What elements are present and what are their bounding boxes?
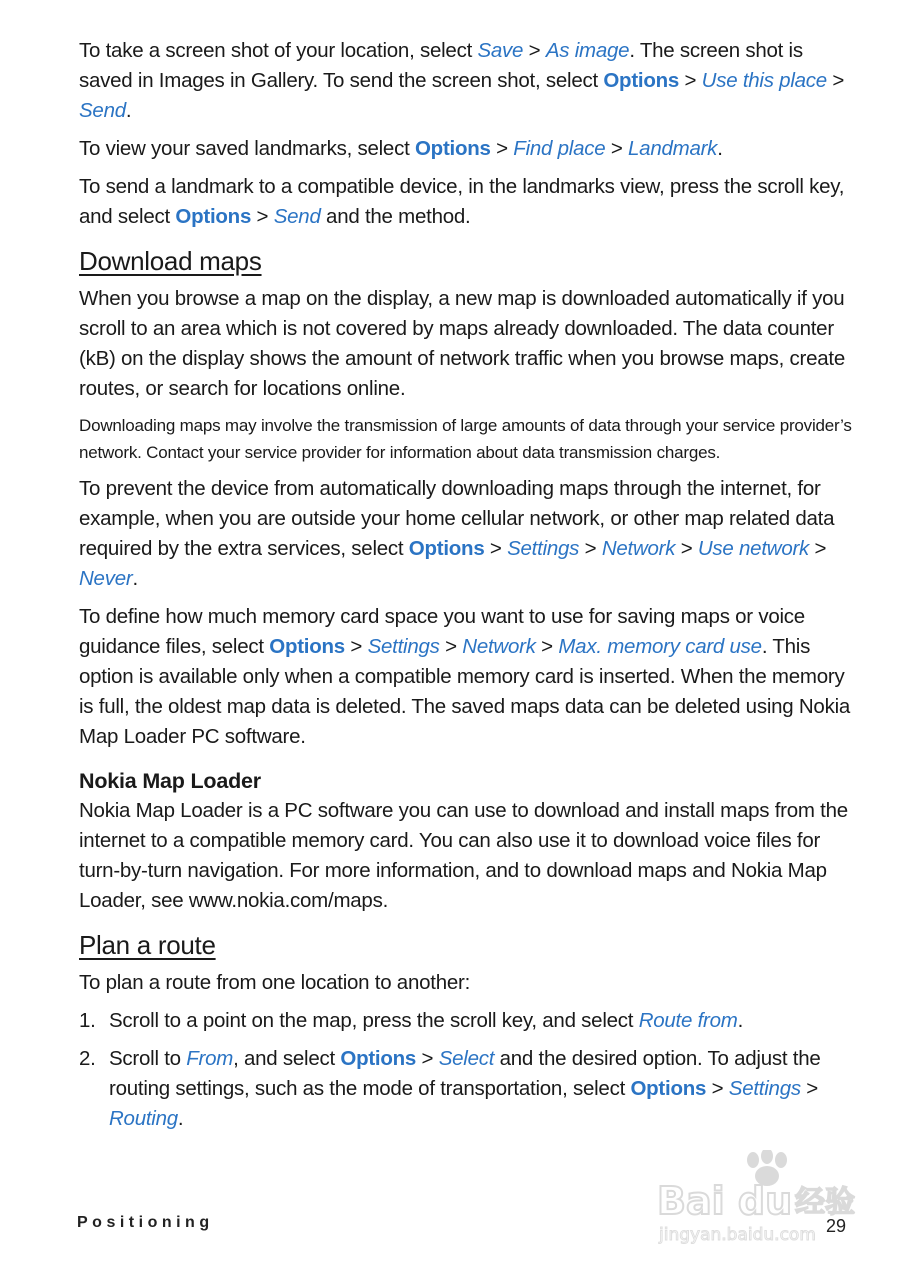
paragraph-map-loader: Nokia Map Loader is a PC software you can use to download and install maps from the internet to a compatible memory card. You can also use it to download voice files for turn-by-turn navigation. For more information, and to download maps and Nokia Map Loader, see www.nokia.com/maps. (79, 799, 848, 912)
menu-settings: Settings (507, 537, 580, 560)
watermark-url: jingyan.baidu.com (659, 1225, 816, 1245)
route-steps-list (79, 1006, 854, 1134)
heading-nokia-map-loader: Nokia Map Loader (79, 769, 261, 793)
page-content (79, 36, 854, 1134)
menu-options: Options (269, 635, 345, 658)
paragraph-plan-intro: To plan a route from one location to another: (79, 971, 471, 994)
menu-as-image: As image (545, 39, 630, 62)
menu-find-place: Find place (513, 137, 606, 160)
paragraph-memory-card: To define how much memory card space you want to use for saving maps or voice guidance files, select Options > Settings > Network > Max. memory card use. This option is available only when a compatible memory card is inserted. When the memory is full, the oldest map data is deleted. The saved maps data can be deleted using Nokia Map Loader PC software. (79, 605, 851, 748)
watermark-brand: Bai du (657, 1179, 793, 1223)
menu-use-network: Use network (697, 537, 810, 560)
menu-options: Options (408, 537, 485, 560)
menu-settings: Settings (367, 635, 440, 658)
menu-options: Options (414, 137, 491, 160)
step-number: 2. (79, 1047, 96, 1070)
menu-max-memory-card-use: Max. memory card use (558, 635, 762, 658)
footer-section-title: Positioning (77, 1214, 214, 1231)
menu-options: Options (630, 1077, 707, 1100)
menu-save: Save (477, 39, 524, 62)
step-text: Scroll to From, and select Options > Select and the desired option. To adjust the routing settings, such as the mode of transportation, select Options > Settings > Routing. (109, 1047, 821, 1130)
menu-route-from: Route from (638, 1009, 738, 1032)
watermark-cn: 经验 (795, 1185, 855, 1220)
menu-routing: Routing (109, 1107, 178, 1130)
menu-use-this-place: Use this place (701, 69, 827, 92)
menu-options: Options (603, 69, 680, 92)
paragraph-screenshot: To take a screen shot of your location, select Save > As image. The screen shot is saved in Images in Gallery. To send the screen shot, select Options > Use this place > Send. (79, 39, 845, 122)
menu-landmark: Landmark (628, 137, 718, 160)
menu-send: Send (273, 205, 321, 228)
menu-network: Network (462, 635, 536, 658)
list-item (79, 1044, 854, 1134)
menu-options: Options (340, 1047, 417, 1070)
step-number: 1. (79, 1009, 96, 1032)
menu-settings: Settings (728, 1077, 801, 1100)
menu-never: Never (79, 567, 133, 590)
paragraph-view-landmarks: To view your saved landmarks, select Options > Find place > Landmark. (79, 137, 723, 160)
heading-download-maps: Download maps (79, 246, 262, 276)
note-data-charges: Downloading maps may involve the transmission of large amounts of data through your service provider’s network. Contact your service provider for information about data transmission charges. (79, 416, 852, 462)
list-item (79, 1006, 854, 1036)
paragraph-prevent-download: To prevent the device from automatically downloading maps through the internet, for example, when you are outside your home cellular network, or other map related data required by the extra services, select Options > Settings > Network > Use network > Never. (79, 477, 835, 590)
baidu-watermark-logo (655, 1150, 870, 1250)
menu-select: Select (438, 1047, 495, 1070)
step-text: Scroll to a point on the map, press the scroll key, and select Route from. (109, 1009, 744, 1032)
heading-plan-route: Plan a route (79, 930, 216, 960)
menu-options: Options (175, 205, 252, 228)
menu-network: Network (601, 537, 676, 560)
paragraph-download-intro: When you browse a map on the display, a new map is downloaded automatically if you scroll to an area which is not covered by maps already downloaded. The data counter (kB) on the display shows the amount of network traffic when you browse maps, create routes, or search for locations online. (79, 287, 845, 400)
menu-from: From (186, 1047, 234, 1070)
paragraph-send-landmark: To send a landmark to a compatible device, in the landmarks view, press the scroll key, and select Options > Send and the method. (79, 175, 845, 228)
menu-send: Send (79, 99, 126, 122)
page-number: 29 (826, 1216, 847, 1236)
